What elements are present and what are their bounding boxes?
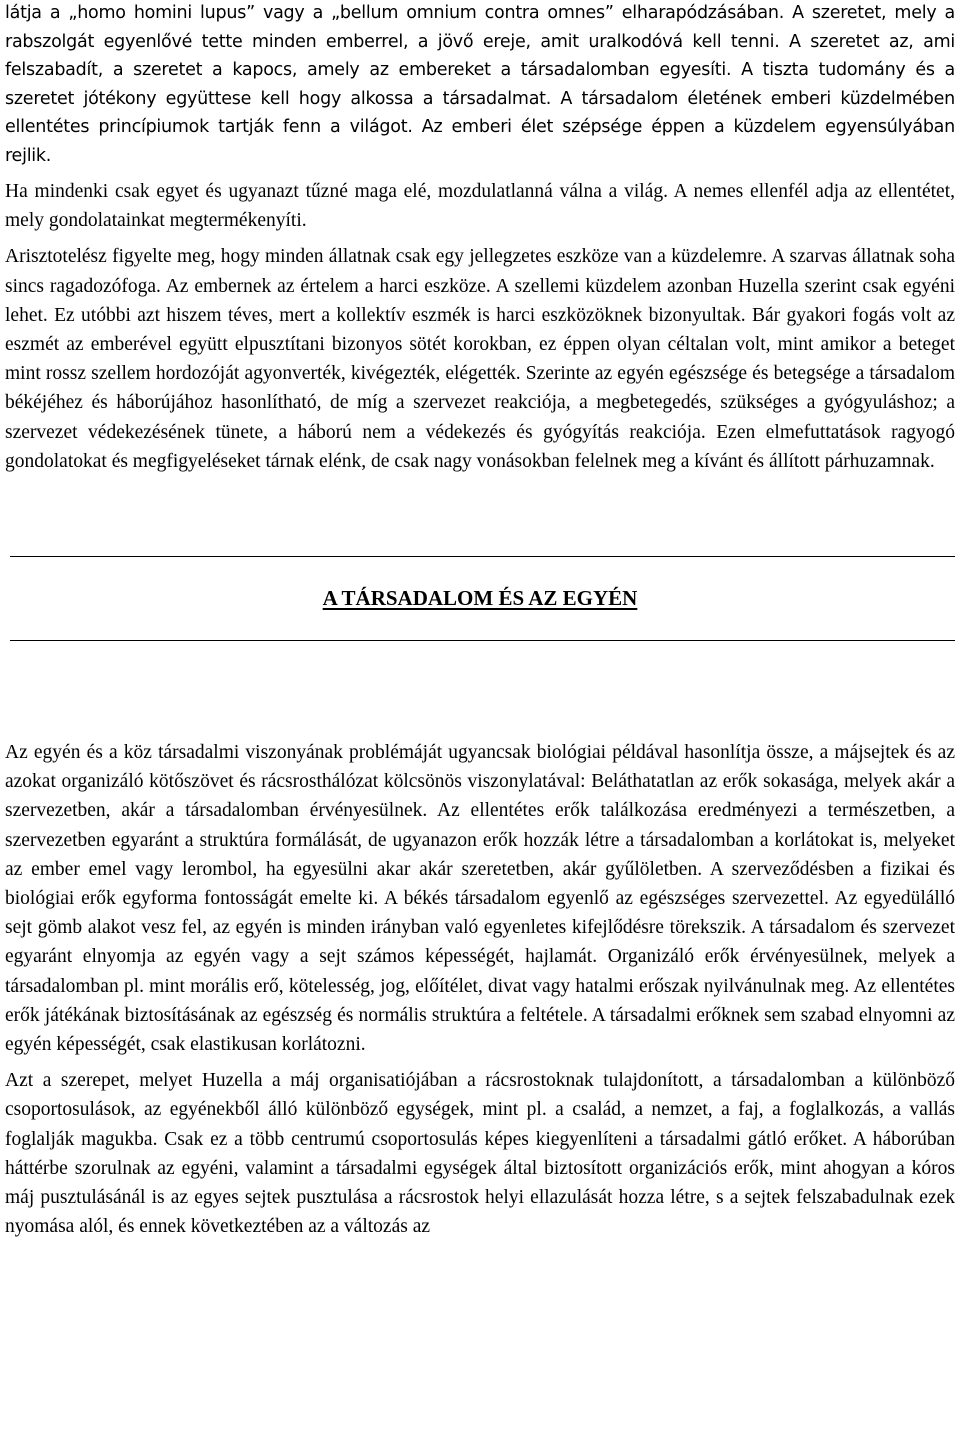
paragraph-love-and-society: látja a „homo homini lupus” vagy a „bellum omnium contra omnes” elharapódzásában. A szeretet, mely a rabszolgát egyenlővé tette minden emberrel, a jövő ereje, amit uralkodóvá kell tenni. A szeretet az, ami felszabadít, a szeretet a kapocs, amely az embereket a társadalomban egyesíti. A tiszta tudomány és a szeretet jótékony együttese kell hogy alkossa a társadalmat. A társadalom életének emberi küzdelmében ellentétes princípiumok tartják fenn a világot. Az emberi élet szépsége éppen a küzdelem egyensúlyában rejlik.	[5, 3, 955, 166]
paragraph-noble-opponent: Ha mindenki csak egyet és ugyanazt tűzné maga elé, mozdulatlanná válna a világ. A nemes ellenfél adja az ellentétet, mely gondolatainkat megtermékenyíti.	[5, 181, 955, 232]
section-heading: A TÁRSADALOM ÉS AZ EGYÉN	[322, 586, 638, 611]
section-divider-top	[10, 556, 955, 557]
paragraph-individual-and-community: Az egyén és a köz társadalmi viszonyának problémáját ugyancsak biológiai példával hasonlítja össze, a májsejtek és az azokat organizáló kötőszövet és rácsrosthálózat kölcsönös viszonylatával: Beláthatatlan az erők sokasága, melyek akár a szervezetben, akár a társadalomban érvényesülnek. Az ellentétes erők találkozása eredményezi a természetben, a szervezetben egyaránt a struktúra formálását, de ugyanazon erők hozzák létre a társadalomban a korlátokat is, melyeket az ember emel vagy lerombol, ha egyesülni akar akár szeretetben, akár gyűlöletben. A szerveződésben a fizikai és biológiai erők egyforma fontosságát emelte ki. A békés társadalom egyenlő az egészséges szervezettel. Az egyedülálló sejt gömb alakot vesz fel, az egyén is minden irányban való egyenletes kifejlődésre törekszik. A társadalom és szervezet egyaránt elnyomja az egyén vagy a sejt számos képességét, hajlamát. Organizáló erők érvényesülnek, melyek a társadalomban pl. mint morális erő, kötelesség, jog, előítélet, divat vagy hatalmi erőszak nyilvánulnak meg. Az ellentétes erők játékának biztosításának az egészség és normális struktúra a feltétele. A társadalmi erőknek sem szabad elnyomni az egyén képességét, csak elastikusan korlátozni.	[5, 742, 955, 1056]
paragraph-reticular-fibers: Azt a szerepet, melyet Huzella a máj organisatiójában a rácsrostoknak tulajdonított, a társadalomban a különböző csoportosulások, az egyénekből álló különböző egységek, mint pl. a család, a nemzet, a faj, a foglalkozás, a vallás foglalják magukba. Csak ez a több centrumú csoportosulás képes kiegyenlíteni a társadalmi gátló erőket. A háborúban háttérbe szorulnak az egyéni, valamint a társadalmi egységek által biztosított organizációs erők, mint ahogyan a kóros máj pusztulásánál is az egyes sejtek pusztulása a rácsrostok helyi ellazulását hozza létre, s a sejtek felszabadulnak ezek nyomása alól, és ennek következtében az a változás az	[5, 1070, 955, 1238]
document-page	[5, 0, 955, 1241]
section-divider-bottom	[10, 640, 955, 641]
paragraph-aristotle: Arisztotelész figyelte meg, hogy minden állatnak csak egy jellegzetes eszköze van a küzdelemre. A szarvas állatnak soha sincs ragadozófoga. Az embernek az értelem a harci eszköze. A szellemi küzdelem azonban Huzella szerint csak egyéni lehet. Ez utóbbi azt hiszem téves, mert a kollektív eszmék is harci eszközöknek bizonyultak. Bár gyakori fogás volt az eszmét az emberével együtt elpusztítani bizonyos sötét korokban, ez éppen olyan céltalan volt, mint amikor a beteget mint rossz szellem hordozóját agyonverték, kivégezték, elégették. Szerinte az egyén egészsége és betegsége a társadalom békéjéhez és háborújához hasonlítható, de míg a szervezet reakciója, a megbetegedés, szükséges a gyógyuláshoz; a szervezet védekezésének tünete, a háború nem a védekezés és gyógyítás reakciója. Ezen elmefuttatások ragyogó gondolatokat és megfigyeléseket tárnak elénk, de csak nagy vonásokban felelnek meg a kívánt és állított párhuzamnak.	[5, 246, 955, 472]
